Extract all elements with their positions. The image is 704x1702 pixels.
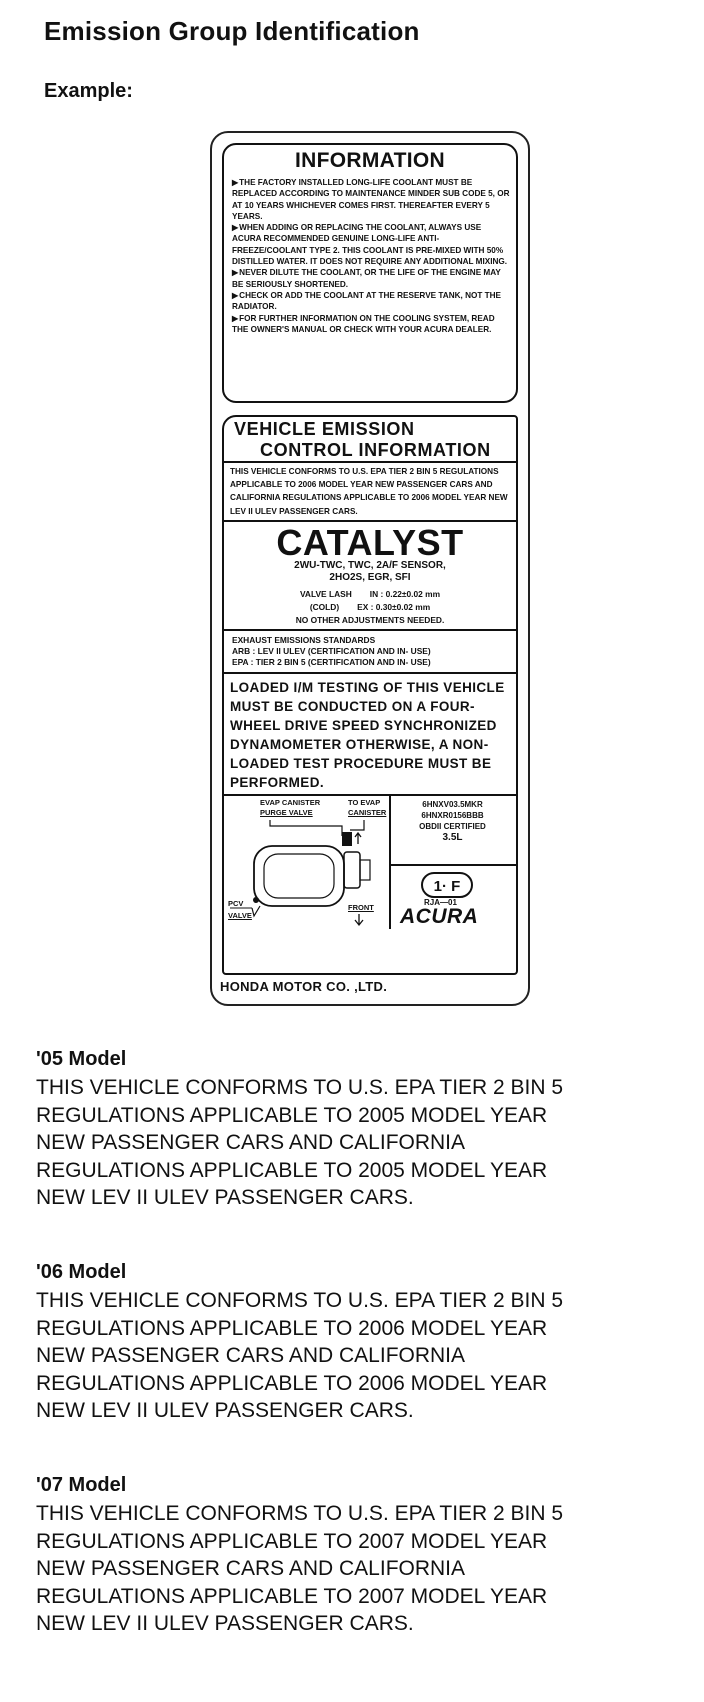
vec-heading-line1: VEHICLE EMISSION [234, 419, 415, 439]
rja-code: RJA—01 [424, 897, 457, 907]
model-line: NEW PASSENGER CARS AND CALIFORNIA [36, 1344, 466, 1367]
model-text [36, 1074, 676, 1212]
engine-diagram [224, 796, 391, 929]
model-section-07 [36, 1472, 676, 1638]
std-arb: ARB : LEV II ULEV (CERTIFICATION AND IN- USE) [232, 645, 431, 656]
valve-lash-in: IN : 0.22±0.02 mm [369, 588, 441, 599]
info-item: ▶FOR FURTHER INFORMATION ON THE COOLING SYSTEM, READ THE OWNER'S MANUAL OR CHECK WITH YOUR ACURA DEALER. [232, 313, 495, 334]
std-epa: EPA : TIER 2 BIN 5 (CERTIFICATION AND IN- USE) [232, 656, 431, 667]
catalyst-heading: CATALYST [276, 521, 464, 563]
std-heading: EXHAUST EMISSIONS STANDARDS [232, 634, 376, 645]
model-heading: '07 Model [36, 1474, 127, 1496]
valve-lash-label: VALVE LASH [299, 588, 352, 599]
vec-heading-line2: CONTROL INFORMATION [260, 440, 491, 460]
model-line: NEW PASSENGER CARS AND CALIFORNIA [36, 1557, 466, 1580]
diagram-label-purge: PURGE VALVE [260, 807, 313, 817]
cold-label: (COLD) [309, 601, 340, 612]
valve-lash [224, 584, 516, 629]
engine-drawing [224, 796, 389, 929]
info-item-text: CHECK OR ADD THE COOLANT AT THE RESERVE TANK, NOT THE RADIATOR. [232, 290, 502, 312]
example-label: Example: [44, 80, 133, 102]
model-line: REGULATIONS APPLICABLE TO 2007 MODEL YEAR [36, 1584, 548, 1608]
vehicle-emission-box [222, 415, 518, 975]
model-line: REGULATIONS APPLICABLE TO 2006 MODEL YEAR [36, 1316, 548, 1340]
model-line: NEW PASSENGER CARS AND CALIFORNIA [36, 1131, 466, 1154]
info-item: ▶NEVER DILUTE THE COOLANT, OR THE LIFE OF THE ENGINE MAY BE SERIOUSLY SHORTENED. [232, 268, 501, 289]
info-item-text: FOR FURTHER INFORMATION ON THE COOLING SYSTEM, READ THE OWNER'S MANUAL OR CHECK WITH YOUR ACURA DEALER. [232, 313, 495, 334]
model-section-05 [36, 1046, 676, 1212]
vec-heading [224, 417, 516, 461]
info-item: ▶CHECK OR ADD THE COOLANT AT THE RESERVE TANK, NOT THE RADIATOR. [232, 290, 502, 312]
info-item-text: THE FACTORY INSTALLED LONG-LIFE COOLANT MUST BE REPLACED ACCORDING TO MAINTENANCE MINDER SUB CODE 5, OR AT 10 YEARS WHICHEVER COMES FIRST. THEREAFTER EVERY 5 YEARS. [232, 178, 510, 221]
model-heading: '06 Model [36, 1261, 127, 1283]
diagram-label-canister: CANISTER [348, 807, 387, 817]
model-line: THIS VEHICLE CONFORMS TO U.S. EPA TIER 2 BIN 5 [36, 1076, 564, 1099]
model-section-06 [36, 1259, 676, 1425]
im-testing-text: LOADED I/M TESTING OF THIS VEHICLE MUST BE CONDUCTED ON A FOUR- WHEEL DRIVE SPEED SYNCHRONIZED DYNAMOMETER OTHERWISE, A NON- LOADED TEST PROCEDURE MUST BE PERFORMED. [230, 679, 505, 790]
model-line: NEW LEV II ULEV PASSENGER CARS. [36, 1399, 414, 1422]
code-1: 6HNXV03.5MKR [422, 799, 483, 809]
model-line: REGULATIONS APPLICABLE TO 2007 MODEL YEAR [36, 1529, 548, 1553]
info-item: ▶THE FACTORY INSTALLED LONG-LIFE COOLANT MUST BE REPLACED ACCORDING TO MAINTENANCE MINDER SUB CODE 5, OR AT 10 YEARS WHICHEVER COMES FIRST. THEREAFTER EVERY 5 YEARS. [232, 178, 510, 221]
diagram-label-pcv: PCV [228, 898, 244, 908]
model-line: NEW LEV II ULEV PASSENGER CARS. [36, 1186, 414, 1209]
model-line: NEW LEV II ULEV PASSENGER CARS. [36, 1612, 414, 1635]
acura-logo: ACURA [400, 904, 479, 928]
emission-label [210, 131, 530, 1006]
diagram-label-to-evap: TO EVAP [348, 797, 381, 807]
family-badge: 1· F [421, 872, 473, 898]
displacement: 3.5L [442, 831, 463, 843]
no-adjust-text: NO OTHER ADJUSTMENTS NEEDED. [295, 614, 445, 625]
model-text [36, 1287, 676, 1425]
diagram-label-valve: VALVE [228, 910, 252, 920]
manufacturer: HONDA MOTOR CO. ,LTD. [220, 979, 388, 994]
model-line: REGULATIONS APPLICABLE TO 2006 MODEL YEAR [36, 1371, 548, 1395]
engine-codes [389, 796, 516, 866]
obd-certified: OBDII CERTIFIED [419, 821, 486, 831]
diagram-label-front: FRONT [348, 902, 374, 912]
info-item-text: NEVER DILUTE THE COOLANT, OR THE LIFE OF THE ENGINE MAY BE SERIOUSLY SHORTENED. [232, 268, 501, 289]
info-item-text: WHEN ADDING OR REPLACING THE COOLANT, ALWAYS USE ACURA RECOMMENDED GENUINE LONG-LIFE ANTI-FREEZE/COOLANT TYPE 2. THIS COOLANT IS PRE-MIXED WITH 50% DISTILLED WATER. IT DOES NOT REQUIRE ANY ADDITIONAL MIXING. [232, 223, 508, 267]
model-text [36, 1500, 676, 1638]
model-line: THIS VEHICLE CONFORMS TO U.S. EPA TIER 2 BIN 5 [36, 1502, 564, 1525]
info-item: ▶WHEN ADDING OR REPLACING THE COOLANT, ALWAYS USE ACURA RECOMMENDED GENUINE LONG-LIFE ANTI-FREEZE/COOLANT TYPE 2. THIS COOLANT IS PRE-MIXED WITH 50% DISTILLED WATER. IT DOES NOT REQUIRE ANY ADDITIONAL MIXING. [232, 223, 508, 267]
conform-text: THIS VEHICLE CONFORMS TO U.S. EPA TIER 2 BIN 5 REGULATIONS APPLICABLE TO 2006 MODEL YEAR NEW PASSENGER CARS AND CALIFORNIA REGULATIONS APPLICABLE TO 2006 MODEL YEAR NEW LEV II ULEV PASSENGER CARS. [230, 467, 508, 516]
catalyst-sub-line1: 2WU-TWC, TWC, 2A/F SENSOR, [294, 559, 446, 571]
model-heading: '05 Model [36, 1048, 127, 1070]
information-box [222, 143, 518, 403]
catalyst-sub-line2: 2HO2S, EGR, SFI [329, 571, 411, 583]
model-line: THIS VEHICLE CONFORMS TO U.S. EPA TIER 2 BIN 5 [36, 1289, 564, 1312]
valve-lash-ex: EX : 0.30±0.02 mm [357, 601, 431, 612]
model-line: REGULATIONS APPLICABLE TO 2005 MODEL YEAR [36, 1103, 548, 1127]
model-line: REGULATIONS APPLICABLE TO 2005 MODEL YEAR [36, 1158, 548, 1182]
diagram-label-evap: EVAP CANISTER [260, 797, 321, 807]
page-title: Emission Group Identification [44, 16, 420, 46]
code-2: 6HNXR0156BBB [421, 810, 484, 820]
info-heading: INFORMATION [295, 149, 445, 172]
label-bottom [224, 796, 516, 931]
emission-standards [224, 631, 516, 672]
